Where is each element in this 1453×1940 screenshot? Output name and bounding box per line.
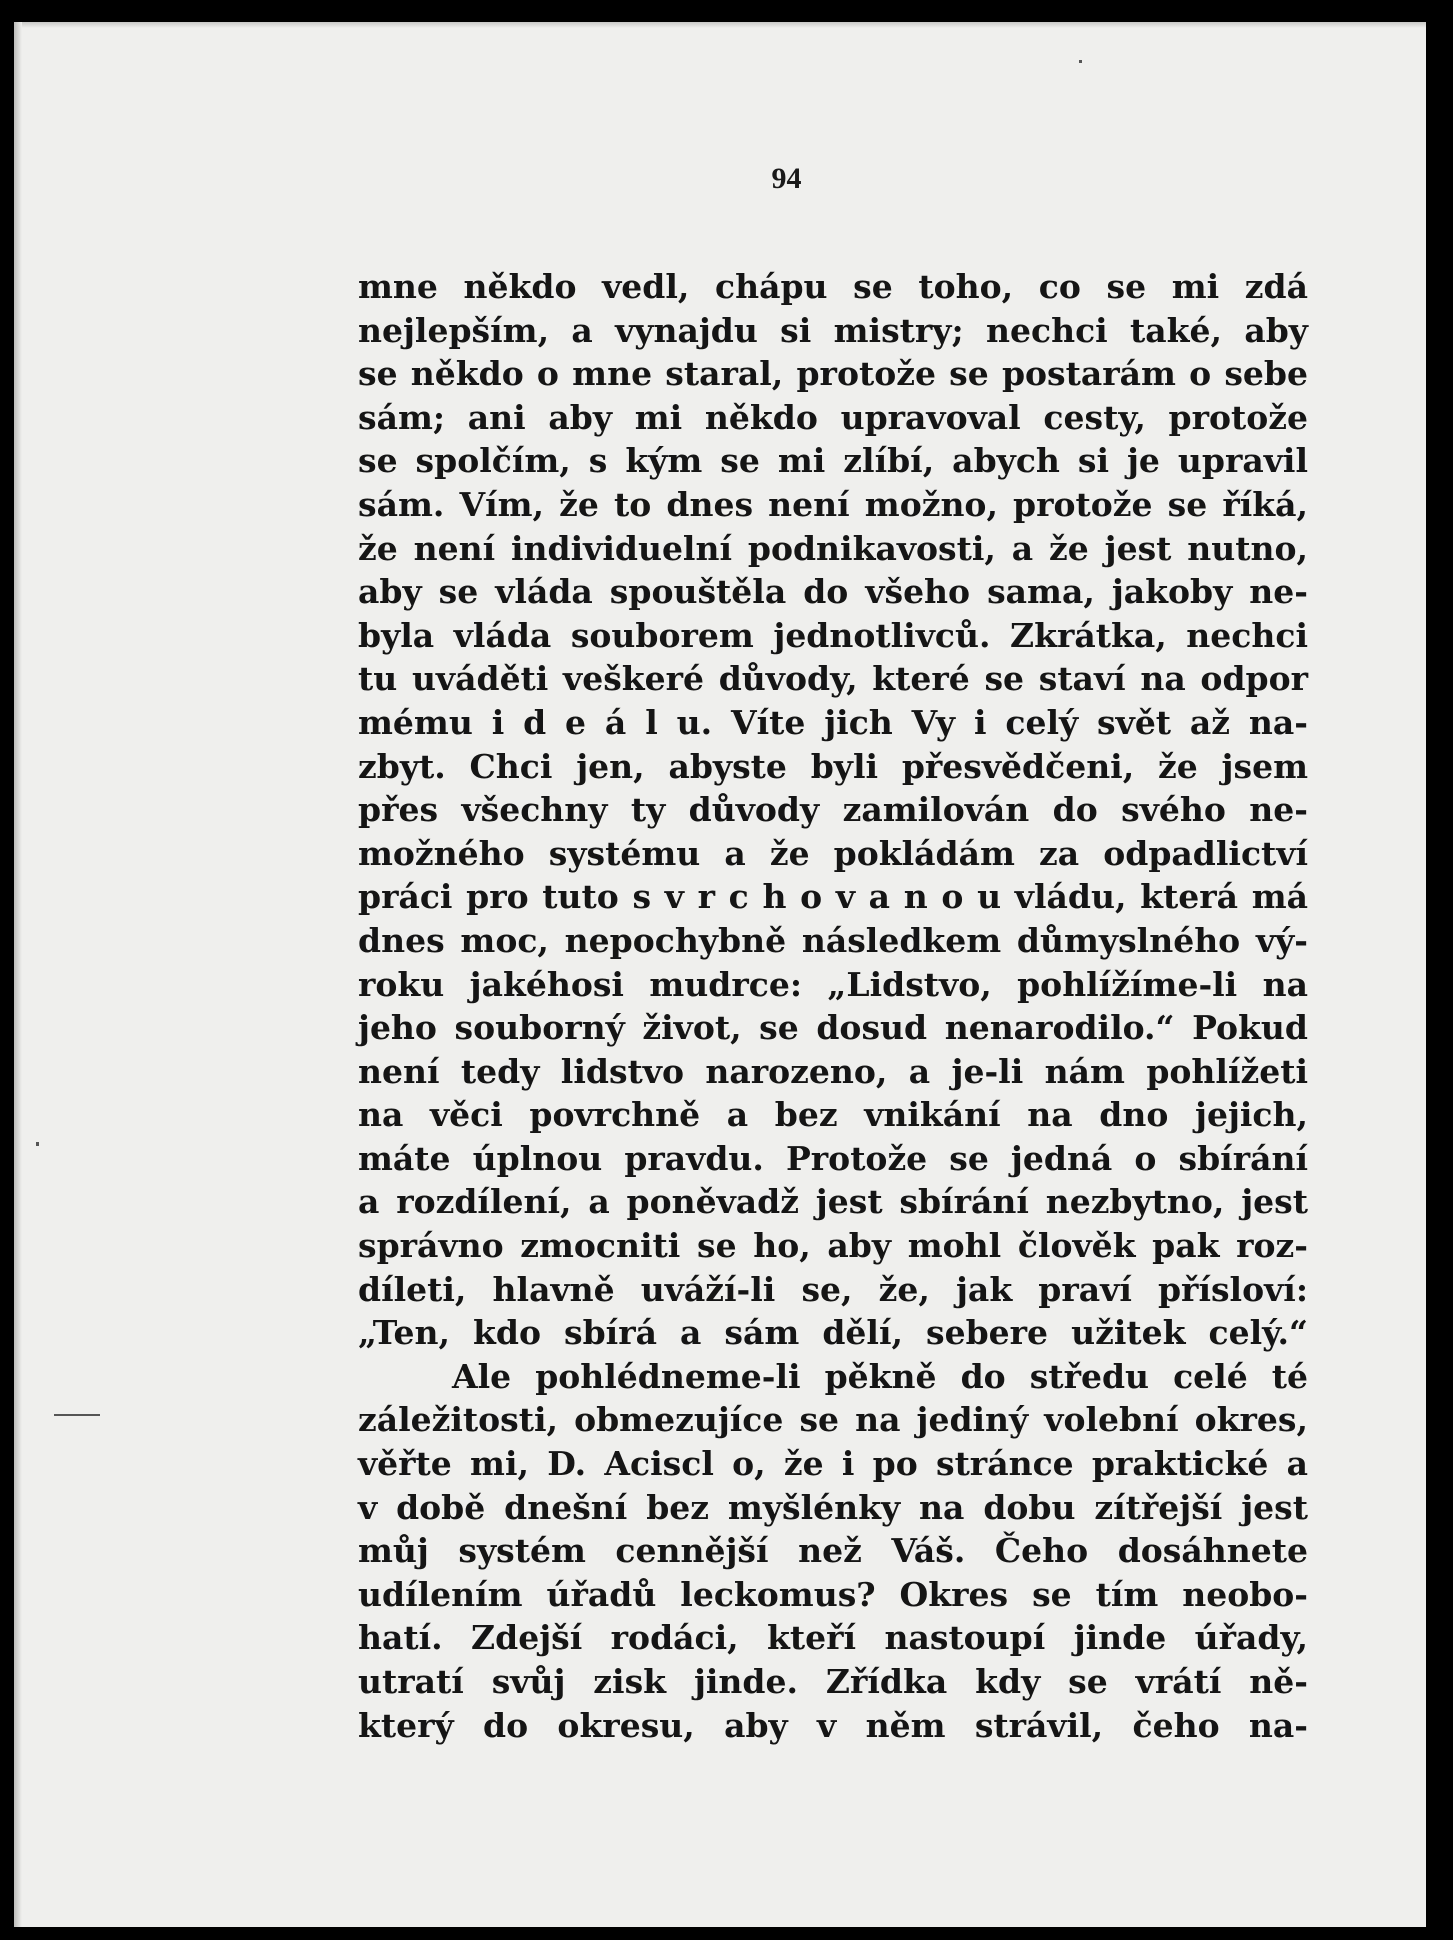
scan-edge-top: [14, 22, 1426, 28]
text-line: na věci povrchně a bez vnikání na dno jejich,: [358, 1095, 1308, 1135]
body-text: [358, 265, 1308, 1747]
text-line: možného systému a že pokládám za odpadlictví: [358, 833, 1308, 873]
text-line: nejlepším, a vynajdu si mistry; nechci také, aby: [358, 310, 1308, 350]
text-line: tu uváděti veškeré důvody, které se staví na odpor: [358, 659, 1308, 699]
text-line: sám; ani aby mi někdo upravoval cesty, protože: [358, 397, 1308, 437]
text-line: mému i d e á l u. Víte jich Vy i celý svět až na-: [358, 702, 1308, 742]
text-line: „Ten, kdo sbírá a sám dělí, sebere užitek celý.“: [358, 1313, 1308, 1353]
scan-speck: [36, 1142, 39, 1146]
text-line: můj systém cennější než Váš. Čeho dosáhnete: [358, 1531, 1308, 1571]
text-line: zbyt. Chci jen, abyste byli přesvědčeni, že jsem: [358, 746, 1308, 786]
scan-edge-left: [14, 22, 22, 1927]
book-page: [14, 22, 1426, 1927]
text-line: máte úplnou pravdu. Protože se jedná o sbírání: [358, 1138, 1308, 1178]
text-line: dnes moc, nepochybně následkem důmyslného vý-: [358, 920, 1308, 960]
text-line: udílením úřadů leckomus? Okres se tím neobo-: [358, 1574, 1308, 1614]
text-line: práci pro tuto s v r c h o v a n o u vládu, která má: [358, 877, 1308, 917]
text-line: aby se vláda spouštěla do všeho sama, jakoby ne-: [358, 572, 1308, 612]
text-line: v době dnešní bez myšlénky na dobu zítřejší jest: [358, 1487, 1308, 1527]
text-line: mne někdo vedl, chápu se toho, co se mi zdá: [358, 267, 1308, 306]
text-line: se spolčím, s kým se mi zlíbí, abych si je upravil: [358, 441, 1308, 481]
scan-speck: [54, 1414, 100, 1416]
text-line: a rozdílení, a poněvadž jest sbírání nezbytno, jest: [358, 1182, 1308, 1222]
scan-speck: [1079, 60, 1082, 63]
text-line: věřte mi, D. Aciscl o, že i po stránce praktické a: [358, 1444, 1308, 1484]
text-line: přes všechny ty důvody zamilován do svého ne-: [358, 790, 1308, 830]
text-line: roku jakéhosi mudrce: „Lidstvo, pohlížíme-li na: [358, 964, 1308, 1004]
page-number: 94: [771, 162, 802, 195]
text-line: který do okresu, aby v něm strávil, čeho na-: [358, 1705, 1308, 1745]
text-line: záležitosti, obmezujíce se na jediný volební okres,: [358, 1400, 1308, 1440]
text-line: utratí svůj zisk jinde. Zřídka kdy se vrátí ně-: [358, 1662, 1308, 1701]
text-line: se někdo o mne staral, protože se postarám o sebe: [358, 354, 1308, 394]
text-line: není tedy lidstvo narozeno, a je-li nám pohlížeti: [358, 1051, 1308, 1091]
text-line: hatí. Zdejší rodáci, kteří nastoupí jinde úřady,: [358, 1618, 1308, 1658]
text-line: byla vláda souborem jednotlivců. Zkrátka, nechci: [358, 615, 1308, 655]
paragraph-start-line: Ale pohlédneme-li pěkně do středu celé té: [452, 1356, 1308, 1396]
text-line: díleti, hlavně uváží-li se, že, jak praví přísloví:: [358, 1269, 1308, 1309]
text-line: sám. Vím, že to dnes není možno, protože se říká,: [358, 484, 1308, 524]
text-line: správno zmocniti se ho, aby mohl člověk pak roz-: [358, 1226, 1308, 1266]
text-line: že není individuelní podnikavosti, a že jest nutno,: [358, 528, 1308, 568]
text-line: jeho souborný život, se dosud nenarodilo.“ Pokud: [358, 1008, 1308, 1048]
